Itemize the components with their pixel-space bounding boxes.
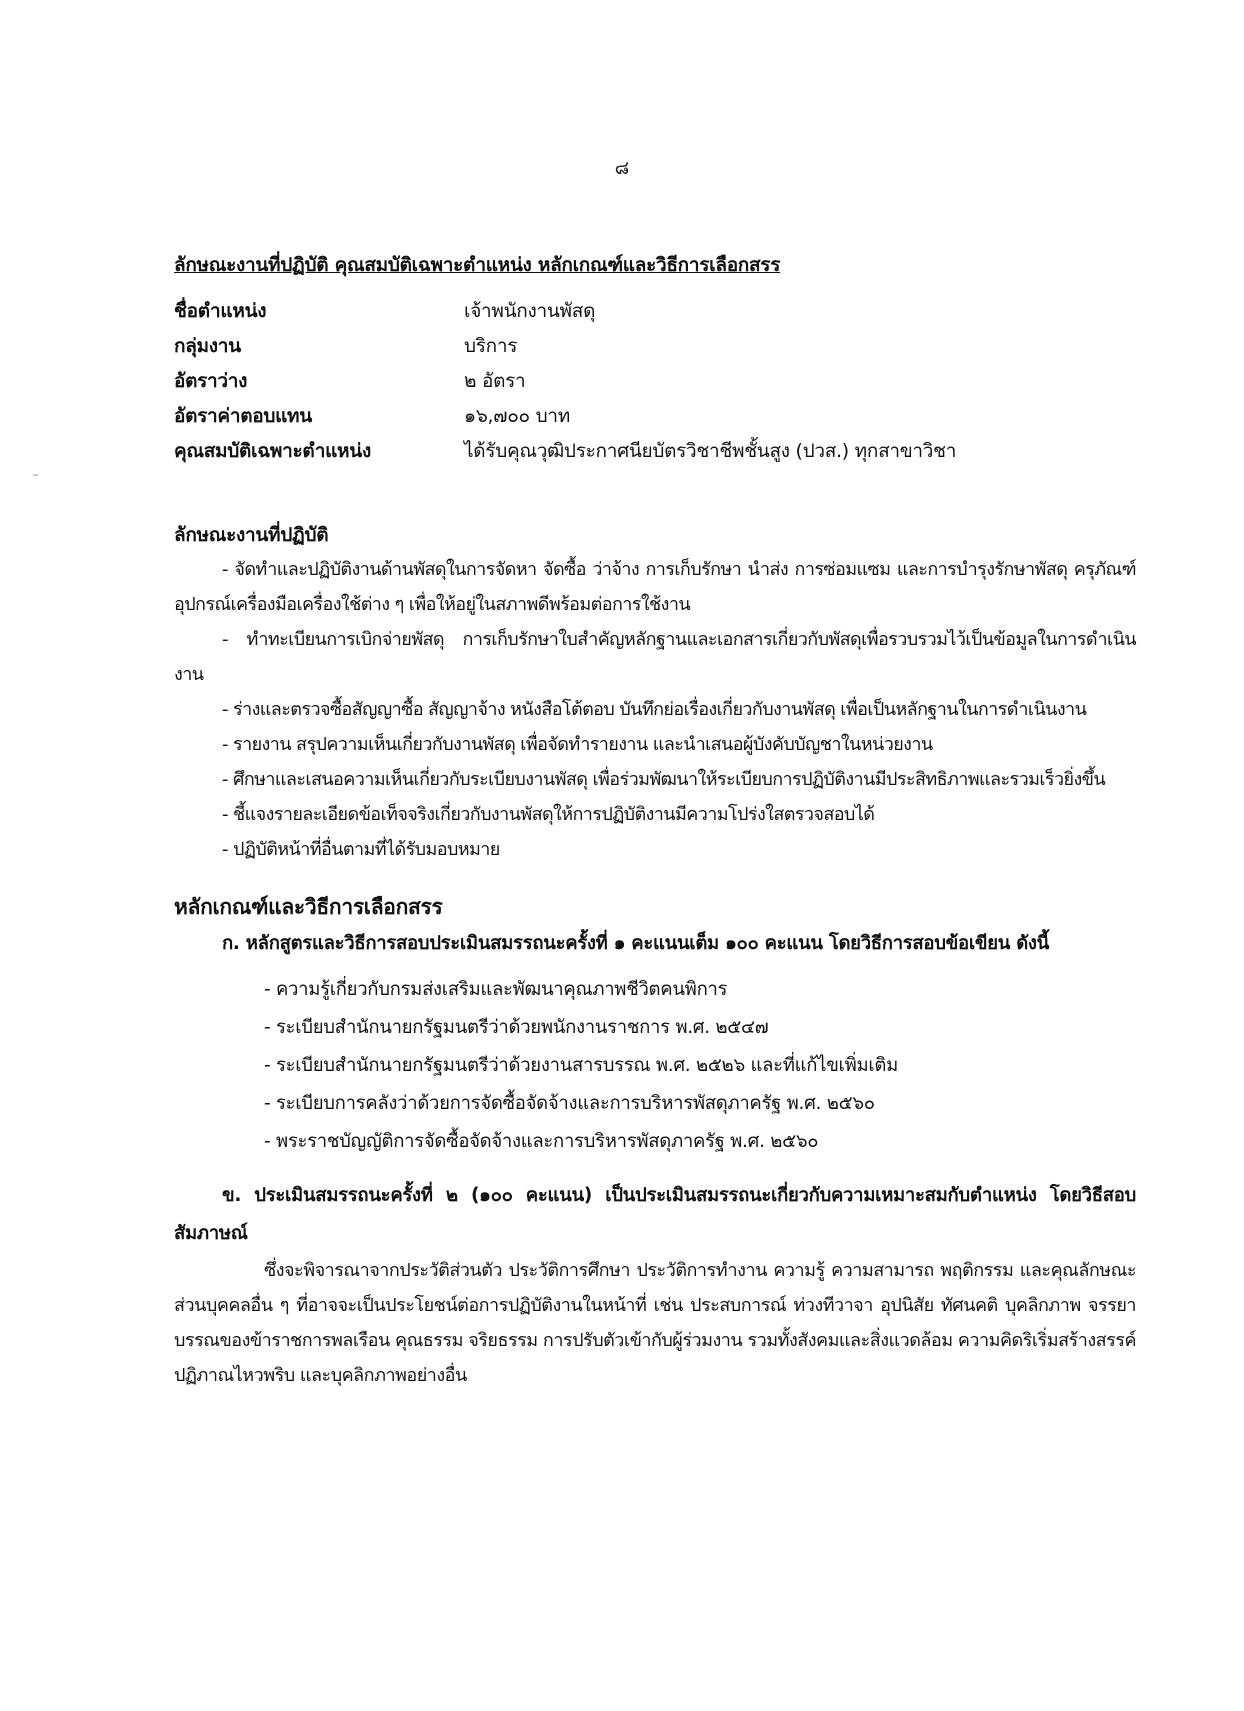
part-a-heading: ก. หลักสูตรและวิธีการสอบประเมินสมรรถนะครั้งที่ ๑ คะแนนเต็ม ๑๐๐ คะแนน โดยวิธีการสอบข้อเขียน ดังนี้ (222, 933, 1050, 954)
part-b-heading: ข. ประเมินสมรรถนะครั้งที่ ๒ (๑๐๐ คะแนน) เป็นประเมินสมรรถนะเกี่ยวกับความเหมาะสมกับตำแหน่ง โดยวิธีสอบสัมภาษณ์ (174, 1185, 1136, 1244)
info-value: ๑๖,๗๐๐ บาท (464, 405, 570, 427)
info-label: อัตราค่าตอบแทน (174, 405, 312, 427)
info-row-qualifications (174, 434, 1136, 469)
scan-artifact (33, 474, 38, 476)
exam-topics-list (174, 971, 1136, 1161)
info-value: ได้รับคุณวุฒิประกาศนียบัตรวิชาชีพชั้นสูง (ปวส.) ทุกสาขาวิชา (464, 440, 957, 462)
info-label: อัตราว่าง (174, 370, 248, 392)
exam-topic: - ระเบียบการคลังว่าด้วยการจัดซื้อจัดจ้างและการบริหารพัสดุภาครัฐ พ.ศ. ๒๕๖๐ (264, 1093, 875, 1114)
duties-heading: ลักษณะงานที่ปฏิบัติ (174, 524, 329, 546)
criteria-heading: หลักเกณฑ์และวิธีการเลือกสรร (174, 895, 443, 919)
duty-item: - ร่างและตรวจซื้อสัญญาซื้อ สัญญาจ้าง หนังสือโต้ตอบ บันทึกย่อเรื่องเกี่ยวกับงานพัสดุ เพื่อเป็นหลักฐานในการดำเนินงาน (222, 699, 1087, 720)
duty-item: - รายงาน สรุปความเห็นเกี่ยวกับงานพัสดุ เพื่อจัดทำรายงาน และนำเสนอผู้บังคับบัญชาในหน่วยงาน (222, 734, 933, 755)
duty-item: - ทำทะเบียนการเบิกจ่ายพัสดุ การเก็บรักษาใบสำคัญหลักฐานและเอกสารเกี่ยวกับพัสดุเพื่อรวบรวมไว้เป็นข้อมูลในการดำเนินงาน (174, 629, 1136, 685)
exam-topic: - ระเบียบสำนักนายกรัฐมนตรีว่าด้วยพนักงานราชการ พ.ศ. ๒๕๔๗ (264, 1017, 769, 1038)
info-label: กลุ่มงาน (174, 335, 241, 357)
document-title: ลักษณะงานที่ปฏิบัติ คุณสมบัติเฉพาะตำแหน่ง หลักเกณฑ์และวิธีการเลือกสรร (174, 254, 781, 276)
duties-list (174, 552, 1136, 867)
exam-topic: - ความรู้เกี่ยวกับกรมส่งเสริมและพัฒนาคุณภาพชีวิตคนพิการ (264, 979, 728, 1000)
exam-topic: - ระเบียบสำนักนายกรัฐมนตรีว่าด้วยงานสารบรรณ พ.ศ. ๒๕๒๖ และที่แก้ไขเพิ่มเติม (264, 1055, 898, 1076)
duty-item: - ชี้แจงรายละเอียดข้อเท็จจริงเกี่ยวกับงานพัสดุให้การปฏิบัติงานมีความโปร่งใสตรวจสอบได้ (222, 804, 875, 825)
info-label: ชื่อตำแหน่ง (174, 300, 267, 322)
info-value: บริการ (464, 335, 518, 357)
duty-item: - ศึกษาและเสนอความเห็นเกี่ยวกับระเบียบงานพัสดุ เพื่อร่วมพัฒนาให้ระเบียบการปฏิบัติงานมีประสิทธิภาพและรวมเร็วยิ่งขึ้น (222, 769, 1106, 790)
info-row-work-group (174, 329, 1136, 364)
duty-item: - จัดทำและปฏิบัติงานด้านพัสดุในการจัดหา จัดซื้อ ว่าจ้าง การเก็บรักษา นำส่ง การซ่อมแซม และการบำรุงรักษาพัสดุ ครุภัณฑ์ อุปกรณ์เครื่องมือเครื่องใช้ต่าง ๆ เพื่อให้อยู่ในสภาพดีพร้อมต่อการใช้งาน (174, 559, 1136, 615)
info-value: เจ้าพนักงานพัสดุ (464, 300, 596, 322)
info-row-salary (174, 399, 1136, 434)
info-row-position-name (174, 294, 1136, 329)
duty-item: - ปฏิบัติหน้าที่อื่นตามที่ได้รับมอบหมาย (222, 839, 500, 860)
info-value: ๒ อัตรา (464, 370, 526, 392)
page-number: ๘ (614, 157, 630, 179)
exam-topic: - พระราชบัญญัติการจัดซื้อจัดจ้างและการบริหารพัสดุภาครัฐ พ.ศ. ๒๕๖๐ (264, 1131, 819, 1152)
interview-description: ซึ่งจะพิจารณาจากประวัติส่วนตัว ประวัติการศึกษา ประวัติการทำงาน ความรู้ ความสามารถ พฤติกรรม และคุณลักษณะส่วนบุคคลอื่น ๆ ที่อาจจะเป็นประโยชน์ต่อการปฏิบัติงานในหน้าที่ เช่น ประสบการณ์ ท่วงทีวาจา อุปนิสัย ทัศนคติ บุคลิกภาพ จรรยาบรรณของข้าราชการพลเรือน คุณธรรม จริยธรรม การปรับตัวเข้ากับผู้ร่วมงาน รวมทั้งสังคมและสิ่งแวดล้อม ความคิดริเริ่มสร้างสรรค์ ปฏิภาณไหวพริบ และบุคลิกภาพอย่างอื่น (174, 1260, 1136, 1386)
document-body (174, 248, 1136, 1393)
info-row-vacancies (174, 364, 1136, 399)
position-info-table (174, 294, 1136, 469)
info-label: คุณสมบัติเฉพาะตำแหน่ง (174, 440, 371, 462)
